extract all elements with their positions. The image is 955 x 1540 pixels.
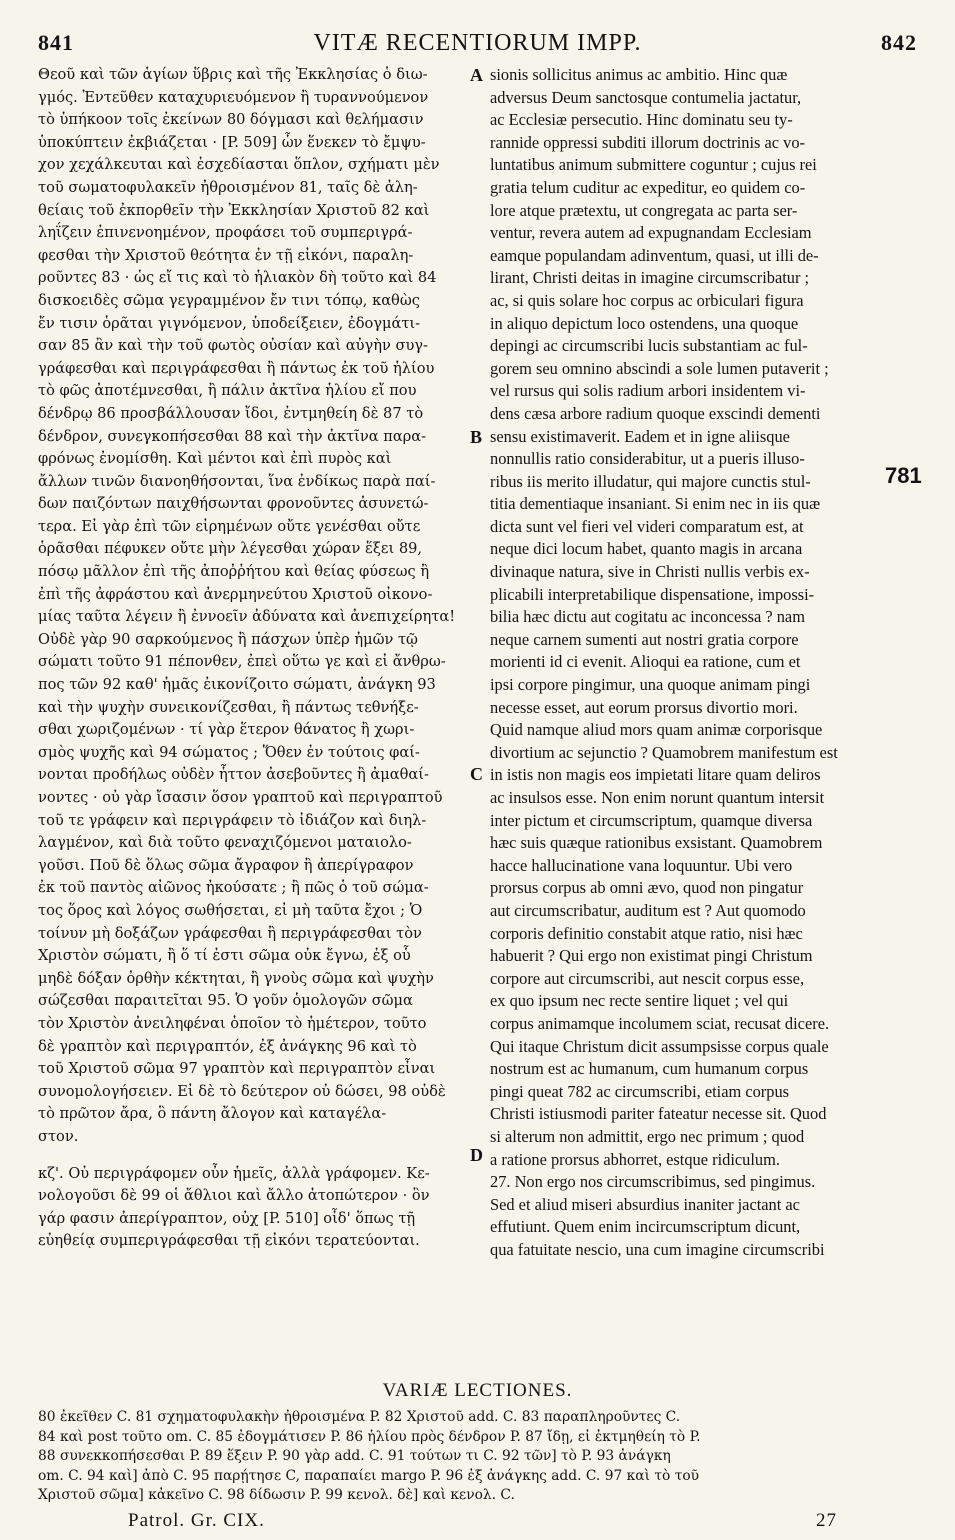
variant-reading-line: 84 καὶ post τοῦτο om. C. 85 ἐδογμάτισεν P. 86 ἡλίου πρὸς δένδρον P. 87 ἴδῃ, εἰ ἐκτμηθείη τὸ P. — [38, 1428, 701, 1445]
greek-text-line: τοῦ τε γράφειν καὶ περιγράφειν τὸ ἰδιάζον καὶ διηλ- — [38, 811, 427, 829]
latin-text-line: ipsi corpore pingimur, una quoque animam pingi — [490, 675, 811, 695]
latin-text-line: depingi ac circumscribi lucis substantiam ac ful- — [490, 336, 808, 356]
latin-text-line: ribus iis merito illudatur, qui majore cunctis stul- — [490, 471, 811, 491]
margin-marker-a: A — [470, 65, 483, 85]
latin-text-line: si alterum non admittit, ergo nec primum ; quod — [490, 1126, 805, 1146]
greek-text-line: ὁρᾶσθαι πέφυκεν οὔτε μὴν λέγεσθαι χώραν ἕξει 89, — [38, 540, 423, 558]
greek-text-line: ἄλλων τινῶν διανοηθήσονται, ἵνα ἐνδίκως παρὰ παί- — [38, 472, 436, 490]
latin-text-line: morienti id ci evenit. Alioqui ea ratione, cum et — [490, 652, 801, 672]
footer-signature: 27 — [816, 1510, 837, 1531]
latin-text-line: sionis sollicitus animus ac ambitio. Hinc quæ — [490, 65, 788, 84]
greek-text-line: γράφεσθαι καὶ περιγράφεσθαι ἢ πάντως ἐκ τοῦ ἡλίου — [38, 359, 435, 377]
greek-text-line: τὸν Χριστὸν ἀνειληφέναι ὁποῖον τὸ ἡμέτερον, τοῦτο — [38, 1014, 427, 1032]
latin-text-line: corporis definitio constabit atque ratio, nisi hæc — [490, 923, 803, 943]
latin-text-line: eamque populandam adinventum, quasi, ut illi de- — [490, 245, 819, 265]
greek-text-line: γμός. Ἐντεῦθεν καταχυριευόμενον ἢ τυραννούμενον — [38, 88, 429, 106]
variant-reading-line: Χριστοῦ σῶμα] κἀκεῖνο C. 98 δίδωσιν P. 99 κενολ. δὲ] καὶ κενολ. C. — [38, 1487, 515, 1503]
latin-text-line: nostrum est ac humanum, cum humanum corpus — [490, 1059, 809, 1079]
latin-text-line: inter pictum et circumscriptum, quamque diversa — [490, 810, 813, 830]
latin-text-line: sensu existimaverit. Eadem et in igne aliisque — [490, 426, 790, 446]
latin-text-line: gratia telum cuditur ac expeditur, eo quidem co- — [490, 177, 806, 197]
greek-text-line — [38, 1149, 470, 1163]
greek-text-line: δὲ γραπτὸν καὶ περιγραπτόν, ἐξ ἀνάγκης 96 καὶ τὸ — [38, 1037, 417, 1055]
greek-text-line: φεσθαι τὴν Χριστοῦ θεότητα ἐν τῇ εἰκόνι, παραλη- — [38, 246, 414, 264]
greek-text-line: γοῦσι. Ποῦ δὲ ὅλως σῶμα ἄγραφον ἢ ἀπερίγραφον — [38, 856, 414, 874]
left-page-number: 841 — [38, 30, 74, 55]
latin-text-line: neque carnem sumenti aut nostri gratia corpore — [490, 629, 799, 649]
latin-text-line: adversus Deum sanctosque contumelia jactatur, — [490, 87, 802, 107]
greek-text-line: ἐκ τοῦ παντὸς αἰῶνος ἠκούσατε ; ἢ πῶς ὁ τοῦ σώμα- — [38, 879, 429, 897]
latin-text-line: neque dici locum habet, quanto magis in arcana — [490, 539, 803, 559]
column-number-781: 781 — [885, 463, 922, 488]
greek-text-line: χον χεχάλκευται καὶ ἐσχεδίασται ὅπλον, σχήματι μὲν — [38, 156, 440, 174]
latin-text-line: 27. Non ergo nos circumscribimus, sed pingimus. — [490, 1172, 816, 1192]
greek-text-line: σαν 85 ἂν καὶ τὴν τοῦ φωτὸς οὐσίαν καὶ αὐγὴν συγ- — [38, 337, 428, 355]
latin-text-line: ac, si quis solare hoc corpus ac orbiculari figura — [490, 290, 804, 310]
latin-text-line: ex quo ipsum nec recte sentire liquet ; vel qui — [490, 991, 789, 1011]
latin-text-line: corpore aut circumscribi, aut nescit corpus esse, — [490, 968, 805, 988]
greek-text-line: στον. — [38, 1127, 79, 1145]
margin-marker-b: B — [470, 427, 483, 447]
latin-text-line: aut circumscribatur, auditum est ? Aut quomodo — [490, 900, 806, 920]
greek-text-line: νολογοῦσι δὲ 99 οἱ ἄθλιοι καὶ ἄλλο ἀτοπώτερον · ὃν — [38, 1187, 430, 1205]
greek-text-line: ληΐζειν ἐπινενοημένον, προφάσει τοῦ συμπεριγρά- — [38, 224, 413, 242]
page-footer — [128, 1510, 837, 1532]
running-title: VITÆ RECENTIORUM IMPP. — [313, 30, 642, 56]
latin-text-line: effutiunt. Quem enim incircumscriptum dicunt, — [490, 1217, 801, 1237]
latin-text-line: titia dementiaque insaniant. Si enim nec in iis quæ — [490, 494, 821, 514]
greek-text-line: σώζεσθαι παραιτεῖται 95. Ὁ γοῦν ὁμολογῶν σῶμα — [38, 992, 413, 1010]
greek-text-line: ἐπὶ τῆς ἀφράστου καὶ ἀνερμηνεύτου Χριστοῦ οἰκονο- — [38, 585, 433, 603]
greek-text-line: Θεοῦ καὶ τῶν ἁγίων ὕβρις καὶ τῆς Ἐκκλησίας ὁ διω- — [38, 66, 428, 83]
greek-text-line: τος ὅρος καὶ λόγος σωθήσεται, εἰ μὴ ταῦτα ἔχοι ; Ὁ — [38, 901, 423, 919]
latin-text-line: pingi queat 782 ac circumscribi, etiam corpus — [490, 1081, 790, 1101]
latin-text-line: in istis non magis eos impietati litare quam deliros — [490, 765, 821, 785]
latin-text-line: in aliquo depictum loco ostendens, una quoque — [490, 313, 799, 333]
greek-text-line: φρόνως ἐνομίσθη. Καὶ μέντοι καὶ ἐπὶ πυρὸς καὶ — [38, 450, 392, 468]
greek-text-line: πος τῶν 92 καθ' ἡμᾶς ἐικονίζοιτο σώματι, ἀνάγκη 93 — [38, 676, 436, 694]
variae-lectiones-title: VARIÆ LECTIONES. — [382, 1380, 573, 1401]
latin-text-line: dens cæsa arbore radium quoque exscindi dementi — [490, 403, 821, 423]
latin-text-line: necesse esset, aut eorum prorsus divortio mori. — [490, 697, 798, 717]
latin-text-line: dicta sunt vel fieri vel videri comparatum est, at — [490, 516, 804, 536]
latin-text-line: rannide oppressi subditi illorum doctrinis ac vo- — [490, 132, 806, 152]
latin-text-line: qua fatuitate nescio, una cum imagine circumscribi — [490, 1239, 825, 1259]
greek-text-line: τερα. Εἰ γὰρ ἐπὶ τῶν εἰρημένων οὔτε γενέσθαι οὔτε — [38, 517, 421, 535]
latin-text-line: ac insulsos esse. Non enim norunt quantum intersit — [490, 788, 825, 807]
latin-text-line: ventur, revera autem ad expugnandam Ecclesiam — [490, 223, 812, 243]
greek-text-line: ὑποκύπτειν ἐκβιάζεται · [P. 509] ὧν ἕνεκεν τὸ ἔμψυ- — [38, 133, 426, 151]
latin-text-line: divortium ac sejunctio ? Quamobrem manifestum est — [490, 742, 838, 762]
greek-text-line: τὸ φῶς ἀποτέμνεσθαι, ἢ πάλιν ἀκτῖνα ἡλίου εἴ που — [38, 382, 417, 400]
latin-text-line: bilia hæc dictu aut cogitatu ac inconcessa ? nam — [490, 607, 805, 627]
greek-text-line: μηδὲ δόξαν ὀρθὴν κέκτηται, ἢ γνοὺς σῶμα καὶ ψυχὴν — [38, 969, 434, 987]
greek-text-line: μίας ταῦτα λέγειν ἢ ἐννοεῖν ἀδύνατα καὶ ἀνεπιχείρητα! — [38, 608, 456, 626]
greek-text-line: ἔν τισιν ὁρᾶται γιγνόμενον, ὑποδείξειεν, ἐδογμάτι- — [38, 314, 421, 332]
greek-column — [38, 64, 470, 1253]
greek-text-line: Χριστὸν σώματι, ἢ ὅ τί ἐστι σῶμα οὐκ ἔγνω, ἐξ οὗ — [38, 947, 411, 965]
greek-text-line: σμὸς ψυχῆς καὶ 94 σώματος ; Ὅθεν ἐν τούτοις φαί- — [38, 743, 420, 761]
latin-text-line: Christi istiusmodi pariter fateatur necesse sit. Quod — [490, 1104, 827, 1124]
latin-text-line: gorem seu omnino abscindi a sole lumen putaverit ; — [490, 358, 829, 378]
greek-text-line: συνομολογήσειεν. Εἰ δὲ τὸ δεύτερον οὐ δώσει, 98 οὐδὲ — [38, 1082, 446, 1100]
greek-text-line: τοίνυν μὴ δοξάζων γράφεσθαι ἢ περιγράφεσθαι τὸν — [38, 924, 422, 942]
greek-text-line: νοντες · οὐ γὰρ ἴσασιν ὅσον γραπτοῦ καὶ περιγραπτοῦ — [38, 789, 443, 806]
greek-text-line: πόσῳ μᾶλλον ἐπὶ τῆς ἀποῤῥήτου καὶ θείας φύσεως ἢ — [38, 563, 430, 581]
variant-reading-line: 88 συνεκκοπήσεσθαι P. 89 ἕξειν P. 90 γὰρ add. C. 91 τούτων τι C. 92 τῶν] τὸ P. 93 ἀνάγκη — [38, 1448, 671, 1464]
latin-text-line: habuerit ? Qui ergo non existimat pingi Christum — [490, 946, 813, 966]
greek-text-line: σθαι χωριζομένων · τί γὰρ ἕτερον θάνατος ἢ χωρι- — [38, 721, 415, 739]
greek-text-line: γάρ φασιν ἀπερίγραπτον, οὐχ [P. 510] οἶδ' ὅπως τῇ — [38, 1209, 416, 1227]
greek-text-line: ροῦντες 83 · ὡς εἴ τις καὶ τὸ ἡλιακὸν δὴ τοῦτο καὶ 84 — [38, 269, 437, 287]
greek-text-line: δων παιζόντων παιχθήσωνται φρονοῦντες ἀσυνετώ- — [38, 495, 429, 513]
greek-text-line: Οὐδὲ γὰρ 90 σαρκούμενος ἢ πάσχων ὑπὲρ ἡμῶν τῷ — [38, 630, 418, 648]
latin-text-line: nonnullis ratio considerabitur, ut a pueris illuso- — [490, 449, 805, 469]
greek-text-line: τὸ πρῶτον ἄρα, ὃ πάντη ἄλογον καὶ καταγέλα- — [38, 1105, 387, 1123]
greek-text-line: κζ'. Οὐ περιγράφομεν οὖν ἡμεῖς, ἀλλὰ γράφομεν. Κε- — [38, 1164, 430, 1182]
greek-text-line: θείαις τοῦ ἐκπορθεῖν τὴν Ἐκκλησίαν Χριστοῦ 82 καὶ — [38, 201, 430, 219]
latin-text-line: Sed et aliud miseri absurdius inaniter jactant ac — [490, 1194, 800, 1214]
latin-text-line: hacce hallucinatione vana loquuntur. Ubi vero — [490, 855, 793, 875]
greek-text-line: τὸ ὑπήκοον τοῖς ἐκείνων 80 δόγμασι καὶ θελήμασιν — [38, 111, 424, 129]
margin-marker-d: D — [470, 1145, 483, 1165]
greek-text-line: δένδρον, συνεγκοπήσεσθαι 88 καὶ τὴν ἀκτῖνα παρα- — [38, 427, 427, 445]
latin-text-line: a ratione prorsus abhorret, estque ridiculum. — [490, 1149, 780, 1169]
latin-text-line: Quid namque aliud mors quam animæ corporisque — [490, 720, 823, 740]
greek-text-line: νονται προδήλως οὐδὲν ἧττον ἀσεβοῦντες ἢ ἀμαθαί- — [38, 766, 429, 784]
greek-text-line: λαγμένον, καὶ διὰ τοῦτο φεναχιζόμενοι ματαιολο- — [38, 834, 412, 852]
latin-text-line: plicabili interpretabilique dispensatione, impossi- — [490, 584, 815, 604]
page-header — [38, 30, 917, 60]
margin-marker-c: C — [470, 764, 483, 784]
latin-text-line: luntatibus animum submittere coguntur ; cujus rei — [490, 155, 817, 175]
variant-reading-line: 80 ἐκεῖθεν C. 81 σχηματοφυλακὴν ἠθροισμένα P. 82 Χριστοῦ add. C. 83 παραπληροῦντες C. — [38, 1409, 681, 1425]
greek-text-line: τοῦ Χριστοῦ σῶμα 97 γραπτὸν καὶ περιγραπτὸν εἶναι — [38, 1060, 436, 1078]
latin-text-line: ac Ecclesiæ persecutio. Hinc dominatu seu ty- — [490, 110, 793, 130]
latin-text-line: hæc suis quæque rationibus exsistant. Quamobrem — [490, 833, 823, 853]
right-page-number: 842 — [881, 30, 917, 55]
latin-text-line: corpus animamque incolumem sciat, recusat dicere. — [490, 1013, 830, 1033]
greek-text-line: τοῦ σωματοφυλακεῖν ἠθροισμένον 81, ταῖς δὲ ἀλη- — [38, 178, 418, 196]
latin-text-line: divinaque natura, sive in Christi nullis verbis ex- — [490, 562, 810, 582]
latin-text-line: prorsus corpus ab omni ævo, quod non pingatur — [490, 878, 804, 898]
greek-text-line: δένδρῳ 86 προσβάλλουσαν ἴδοι, ἐντμηθείη δὲ 87 τὸ — [38, 404, 424, 422]
latin-text-line: lore atque prætextu, ut congregata ac parta ser- — [490, 200, 798, 220]
greek-text-line: σώματι τοῦτο 91 πέπονθεν, ἐπεὶ οὕτω γε καὶ εἰ ἄνθρω- — [38, 653, 446, 671]
footer-volume: Patrol. Gr. CIX. — [128, 1510, 265, 1531]
latin-column — [490, 64, 920, 1261]
latin-text-line: lirant, Christi deitas in imagine circumscribatur ; — [490, 268, 810, 288]
latin-text-line: vel rursus qui solis radium arbori insidentem vi- — [490, 381, 806, 401]
latin-text-line: Qui itaque Christum dicit assumpsisse corpus quale — [490, 1036, 829, 1056]
variant-reading-line: om. C. 94 καὶ] ἀπὸ C. 95 παρῄτησε C, παραπαίει margo P. 96 ἐξ ἀνάγκης add. C. 97 καὶ τὸ τοῦ — [38, 1467, 700, 1484]
greek-text-line: εὐηθείᾳ συμπεριγράφεσθαι τῇ εἰκόνι τερατεύονται. — [38, 1232, 420, 1250]
variae-lectiones — [38, 1408, 919, 1506]
greek-text-line: δισκοειδὲς σῶμα γεγραμμένον ἔν τινι τόπῳ, καθὼς — [38, 291, 420, 309]
greek-text-line: καὶ τὴν ψυχὴν συνεικονίζεσθαι, ἢ πάντως τεθνήξε- — [38, 698, 419, 716]
